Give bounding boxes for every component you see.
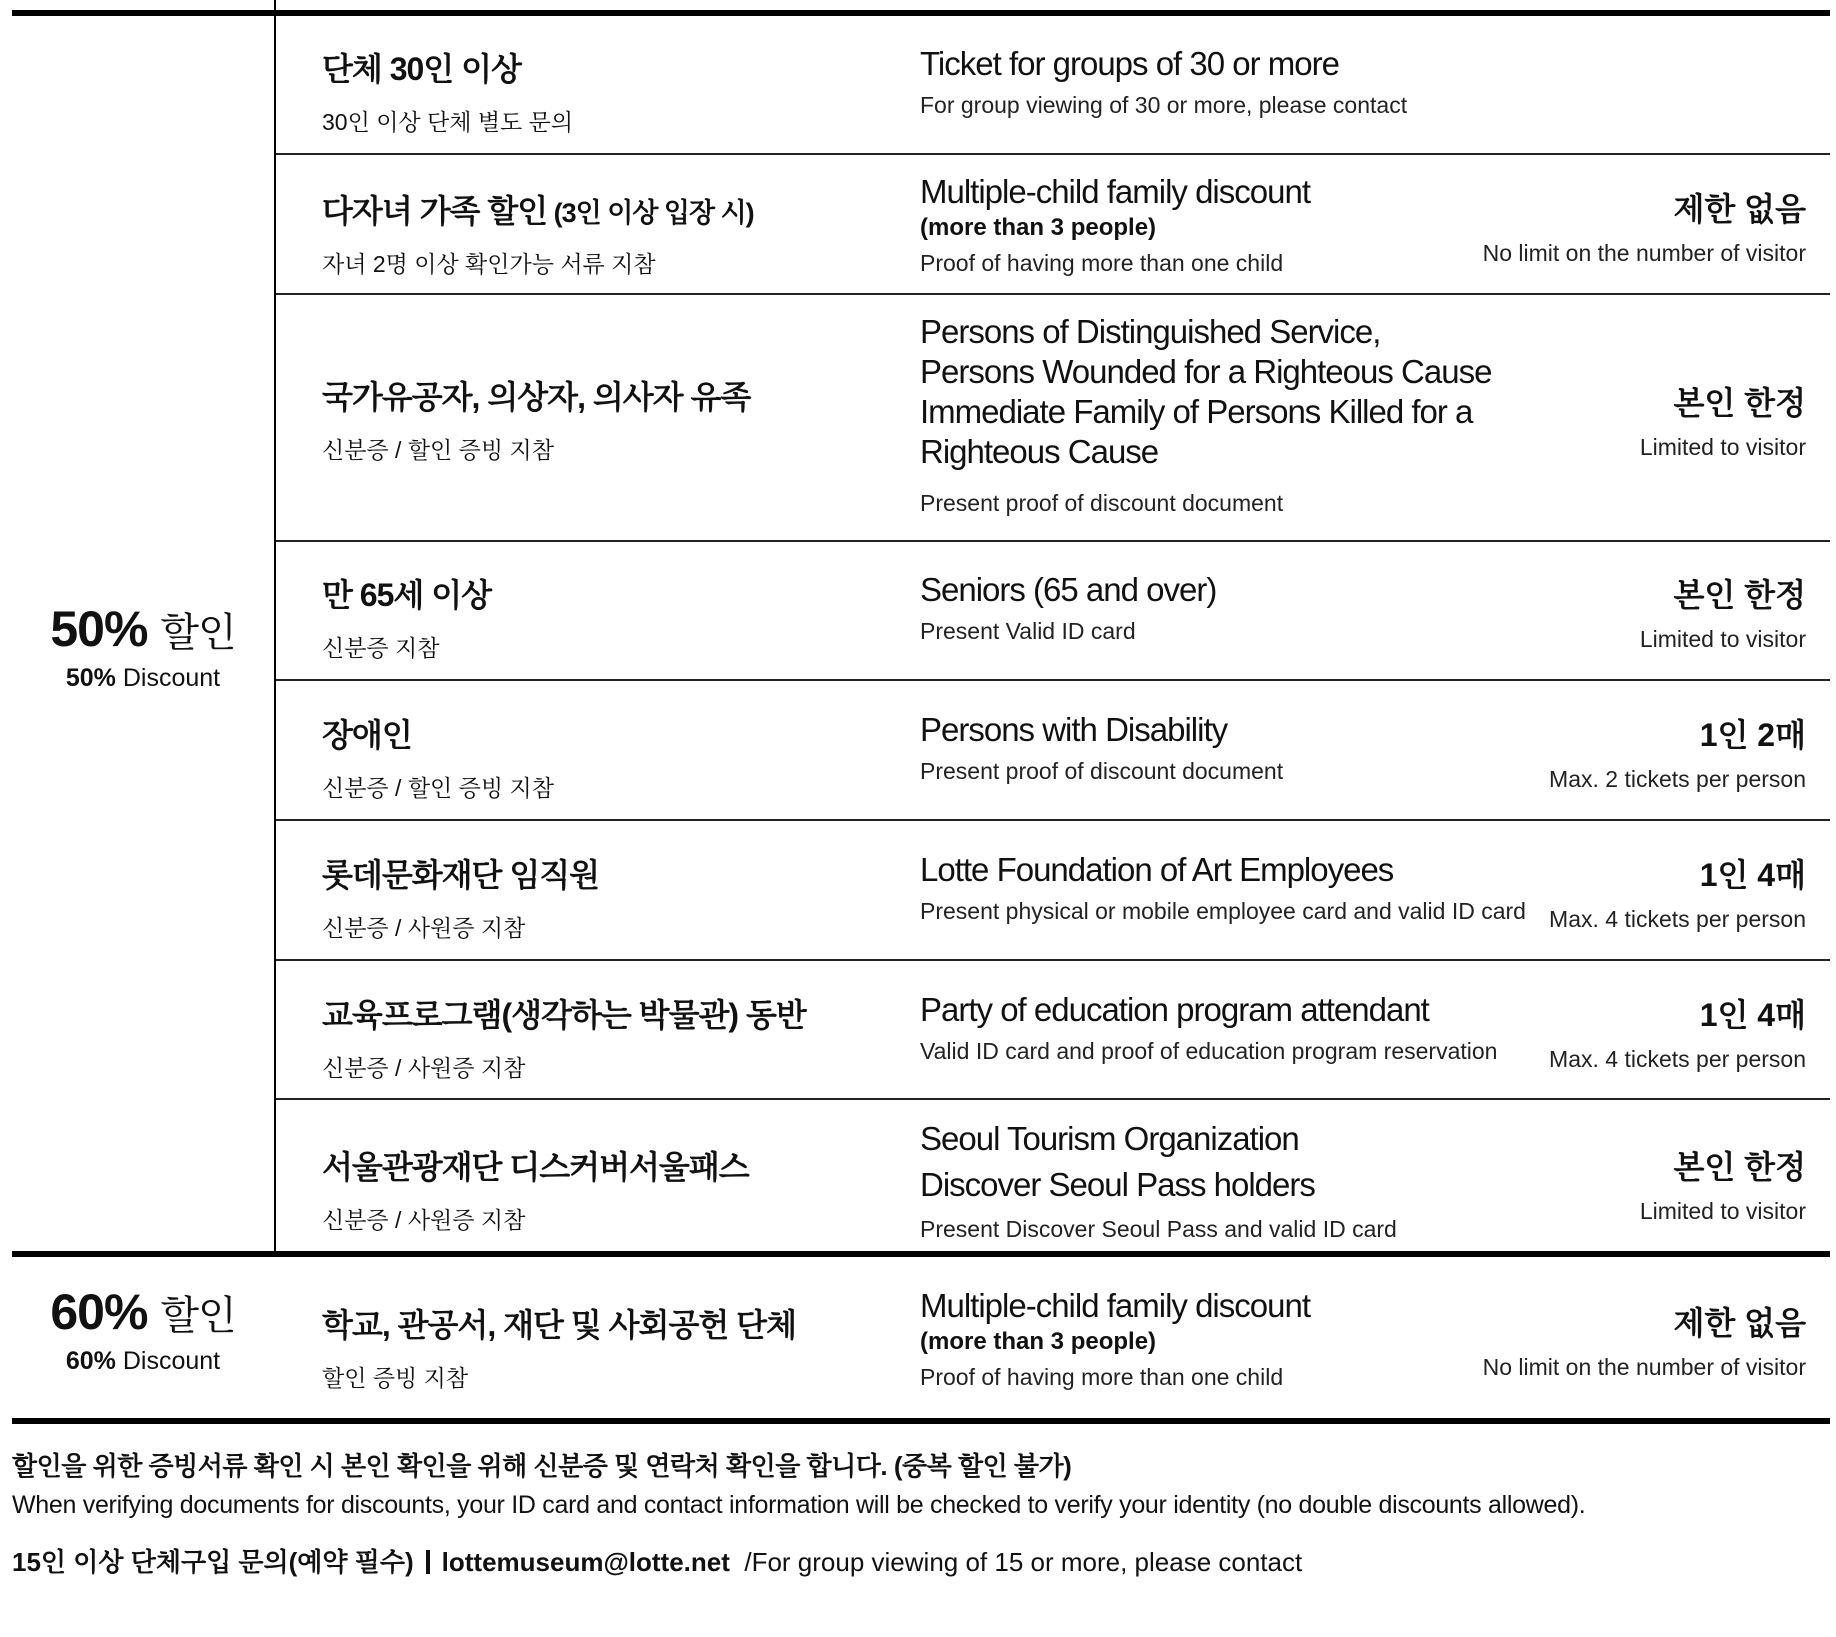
separator-bar bbox=[426, 1550, 430, 1574]
row-en-sub: Proof of having more than one child bbox=[920, 250, 1284, 276]
row-limit-en: Max. 4 tickets per person bbox=[1549, 906, 1806, 932]
row-en-title: Lotte Foundation of Art Employees bbox=[920, 851, 1394, 888]
row-en-title: Seniors (65 and over) bbox=[920, 571, 1217, 608]
column-divider bbox=[274, 0, 276, 1256]
row-limit-ko: 본인 한정 bbox=[1673, 577, 1806, 613]
row-en-line: Discover Seoul Pass holders bbox=[920, 1166, 1315, 1203]
category-60-ko: 할인 bbox=[160, 1294, 236, 1338]
row-en-line: Persons Wounded for a Righteous Cause bbox=[920, 353, 1492, 390]
row-ko-sub: 자녀 2명 이상 확인가능 서류 지참 bbox=[322, 251, 656, 277]
row-divider bbox=[276, 959, 1830, 961]
row-en-sub: Valid ID card and proof of education program reservation bbox=[920, 1038, 1498, 1064]
row-en-sub: Present proof of discount document bbox=[920, 758, 1284, 784]
group-contact-en: /For group viewing of 15 or more, please contact bbox=[744, 1547, 1303, 1577]
row-en-title: Ticket for groups of 30 or more bbox=[920, 45, 1339, 82]
bottom-rule bbox=[12, 1418, 1830, 1424]
section-rule bbox=[12, 1251, 1830, 1257]
category-60 bbox=[12, 1283, 274, 1376]
row-en-title: Multiple-child family discount bbox=[920, 173, 1310, 210]
row-ko-sub: 30인 이상 단체 별도 문의 bbox=[322, 109, 574, 135]
row-limit-ko: 제한 없음 bbox=[1673, 1305, 1806, 1341]
row-divider bbox=[276, 153, 1830, 155]
row-ko-title-note: (3인 이상 입장 시) bbox=[547, 198, 754, 228]
row-limit-ko: 본인 한정 bbox=[1673, 1149, 1806, 1185]
row-limit-en: Limited to visitor bbox=[1639, 626, 1806, 652]
row-en-title-note: (more than 3 people) bbox=[920, 214, 1157, 241]
row-limit-ko: 본인 한정 bbox=[1673, 385, 1806, 421]
row-limit-ko: 1인 4매 bbox=[1699, 997, 1806, 1033]
group-contact-ko: 15인 이상 단체구입 문의(예약 필수) bbox=[12, 1547, 414, 1577]
category-60-percent: 60% bbox=[50, 1284, 148, 1340]
row-ko-title: 만 65세 이상 bbox=[322, 577, 492, 613]
row-limit-en: No limit on the number of visitor bbox=[1482, 1354, 1806, 1380]
row-limit-ko: 1인 4매 bbox=[1699, 857, 1806, 893]
row-limit-en: Limited to visitor bbox=[1639, 434, 1806, 460]
row-ko-title: 서울관광재단 디스커버서울패스 bbox=[322, 1149, 749, 1185]
row-limit-en: Max. 4 tickets per person bbox=[1549, 1046, 1806, 1072]
row-en-line: Immediate Family of Persons Killed for a bbox=[920, 393, 1473, 430]
row-ko-title: 학교, 관공서, 재단 및 사회공헌 단체 bbox=[322, 1307, 797, 1343]
row-en-sub: Present physical or mobile employee card and valid ID card bbox=[920, 898, 1526, 924]
row-limit-ko: 1인 2매 bbox=[1699, 717, 1806, 753]
row-en-title-note: (more than 3 people) bbox=[920, 1328, 1157, 1355]
row-ko-sub: 신분증 / 할인 증빙 지참 bbox=[322, 775, 554, 801]
row-divider bbox=[276, 293, 1830, 295]
note-ko: 할인을 위한 증빙서류 확인 시 본인 확인을 위해 신분증 및 연락처 확인을 합니다. (중복 할인 불가) bbox=[12, 1451, 1072, 1481]
category-50 bbox=[12, 600, 274, 693]
row-limit-ko: 제한 없음 bbox=[1673, 191, 1806, 227]
row-ko-sub: 신분증 / 사원증 지참 bbox=[322, 915, 526, 941]
top-rule bbox=[12, 10, 1830, 16]
row-ko-sub: 할인 증빙 지참 bbox=[322, 1365, 469, 1391]
row-ko-title: 롯데문화재단 임직원 bbox=[322, 857, 600, 893]
row-ko-sub: 신분증 지참 bbox=[322, 635, 440, 661]
row-ko-sub: 신분증 / 사원증 지참 bbox=[322, 1207, 526, 1233]
row-ko-sub: 신분증 / 할인 증빙 지참 bbox=[322, 437, 554, 463]
row-en-line: Seoul Tourism Organization bbox=[920, 1120, 1299, 1157]
row-ko-title: 장애인 bbox=[322, 717, 412, 753]
row-limit-en: Max. 2 tickets per person bbox=[1549, 766, 1806, 792]
category-60-en-percent: 60% bbox=[65, 1347, 116, 1375]
row-divider bbox=[276, 540, 1830, 542]
row-limit-en: Limited to visitor bbox=[1639, 1198, 1806, 1224]
row-en-title: Multiple-child family discount bbox=[920, 1287, 1310, 1324]
note-en: When verifying documents for discounts, your ID card and contact information will be checked to verify your identity (no double discounts allowed). bbox=[12, 1491, 1586, 1519]
row-ko-title: 국가유공자, 의상자, 의사자 유족 bbox=[322, 379, 751, 415]
group-contact bbox=[12, 1542, 1830, 1579]
row-en-sub: Present proof of discount document bbox=[920, 490, 1284, 516]
row-divider bbox=[276, 679, 1830, 681]
row-en-sub: Present Discover Seoul Pass and valid ID card bbox=[920, 1216, 1397, 1242]
row-en-title: Party of education program attendant bbox=[920, 991, 1429, 1028]
row-en-line: Persons of Distinguished Service, bbox=[920, 313, 1381, 350]
contact-email[interactable]: lottemuseum@lotte.net bbox=[441, 1547, 730, 1577]
row-ko-title: 교육프로그램(생각하는 박물관) 동반 bbox=[322, 997, 806, 1033]
row-en-line: Righteous Cause bbox=[920, 433, 1159, 470]
row-divider bbox=[276, 1098, 1830, 1100]
category-50-en-percent: 50% bbox=[65, 664, 116, 692]
category-50-percent: 50% bbox=[50, 601, 148, 657]
row-ko-sub: 신분증 / 사원증 지참 bbox=[322, 1055, 526, 1081]
row-en-title: Persons with Disability bbox=[920, 711, 1228, 748]
row-en-sub: Proof of having more than one child bbox=[920, 1364, 1284, 1390]
row-divider bbox=[276, 819, 1830, 821]
row-ko-title: 다자녀 가족 할인 bbox=[322, 193, 548, 229]
row-en-sub: Present Valid ID card bbox=[920, 618, 1136, 644]
category-50-en: Discount bbox=[122, 664, 221, 692]
row-limit-en: No limit on the number of visitor bbox=[1482, 240, 1806, 266]
row-en-sub: For group viewing of 30 or more, please contact bbox=[920, 92, 1408, 118]
category-50-ko: 할인 bbox=[160, 611, 236, 655]
category-60-en: Discount bbox=[122, 1347, 221, 1375]
footer-notes bbox=[12, 1446, 1830, 1579]
row-ko-title: 단체 30인 이상 bbox=[322, 51, 521, 87]
